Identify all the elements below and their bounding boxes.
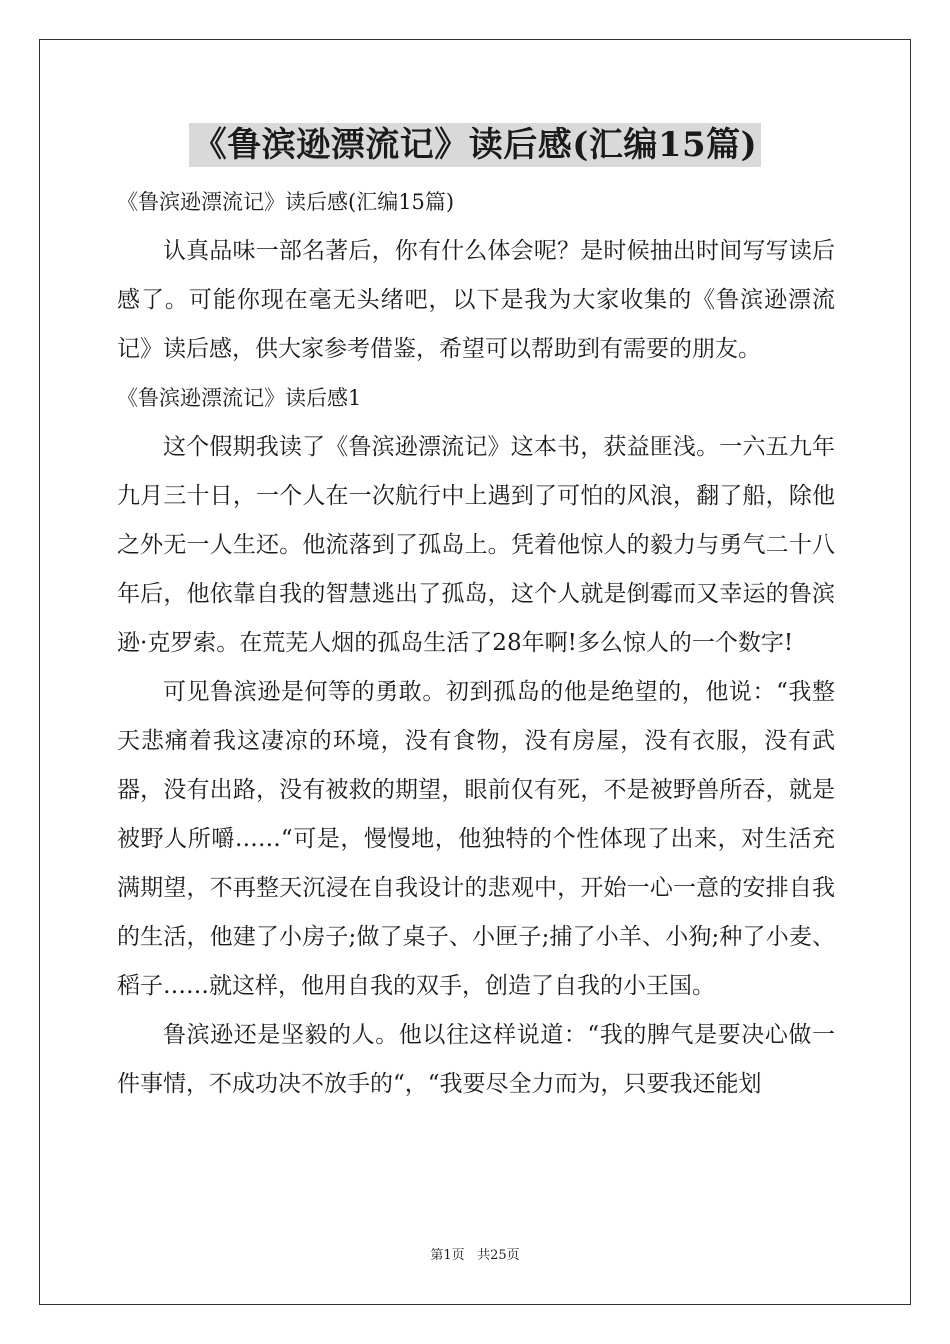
- intro-paragraph: 认真品味一部名著后，你有什么体会呢？是时候抽出时间写写读后感了。可能你现在毫无头绪吧，以下是我为大家收集的《鲁滨逊漂流记》读后感，供大家参考借鉴，希望可以帮助到有需要的朋友。: [117, 238, 835, 362]
- document-title: 《鲁滨逊漂流记》读后感(汇编15篇): [189, 123, 762, 167]
- subtitle-line: 《鲁滨逊漂流记》读后感(汇编15篇): [117, 190, 455, 214]
- section-heading: 《鲁滨逊漂流记》读后感1: [117, 386, 362, 410]
- body-paragraph: 这个假期我读了《鲁滨逊漂流记》这本书，获益匪浅。一六五九年九月三十日，一个人在一次航行中上遇到了可怕的风浪，翻了船，除他之外无一人生还。他流落到了孤岛上。凭着他惊人的毅力与勇气二十八年后，他依靠自我的智慧逃出了孤岛，这个人就是倒霉而又幸运的鲁滨逊·克罗索。在荒芜人烟的孤岛生活了28年啊!多么惊人的一个数字!: [117, 434, 835, 656]
- page-number: 第1页: [430, 1248, 465, 1263]
- body-paragraph: 可见鲁滨逊是何等的勇敢。初到孤岛的他是绝望的，他说：“我整天悲痛着我这凄凉的环境，没有食物，没有房屋，没有衣服，没有武器，没有出路，没有被救的期望，眼前仅有死，不是被野兽所吞，就是被野人所嚼……“可是，慢慢地，他独特的个性体现了出来，对生活充满期望，不再整天沉浸在自我设计的悲观中，开始一心一意的安排自我的生活，他建了小房子;做了桌子、小匣子;捕了小羊、小狗;种了小麦、稻子……就这样，他用自我的双手，创造了自我的小王国。: [117, 679, 835, 999]
- title-container: [0, 123, 950, 167]
- page-footer: [0, 1247, 950, 1265]
- document-body: [117, 178, 835, 1109]
- body-paragraph: 鲁滨逊还是坚毅的人。他以往这样说道：“我的脾气是要决心做一件事情，不成功决不放手的“，“我要尽全力而为，只要我还能划: [117, 1022, 835, 1097]
- page-total: 共25页: [477, 1248, 520, 1263]
